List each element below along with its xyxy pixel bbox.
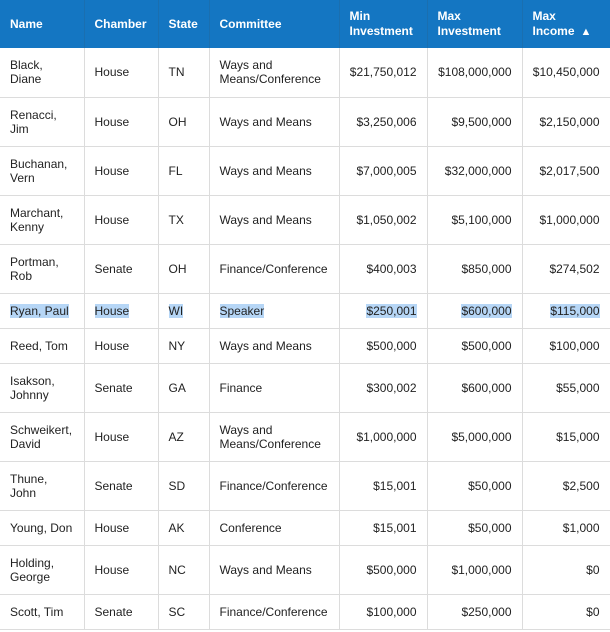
cell-max <box>427 146 522 195</box>
cell-chamber-text: House <box>94 338 130 353</box>
header-min-investment-label: Min Investment <box>349 9 413 38</box>
cell-name <box>0 97 84 146</box>
cell-state <box>158 97 209 146</box>
cell-income-text: $274,502 <box>549 261 600 276</box>
cell-committee <box>209 363 339 412</box>
cell-income <box>522 293 610 328</box>
cell-name <box>0 146 84 195</box>
table-body <box>0 48 610 629</box>
cell-min <box>339 293 427 328</box>
cell-min-text: $500,000 <box>366 338 417 353</box>
cell-committee <box>209 510 339 545</box>
cell-max-text: $32,000,000 <box>444 163 512 178</box>
cell-income <box>522 412 610 461</box>
cell-max-text: $600,000 <box>461 303 512 318</box>
cell-income <box>522 97 610 146</box>
cell-max <box>427 510 522 545</box>
cell-name <box>0 48 84 97</box>
cell-min-text: $500,000 <box>366 562 417 577</box>
header-min-investment[interactable] <box>339 0 427 48</box>
cell-income-text: $0 <box>586 604 600 619</box>
cell-max <box>427 412 522 461</box>
cell-income-text: $115,000 <box>550 303 600 318</box>
cell-chamber <box>84 146 158 195</box>
cell-min <box>339 48 427 97</box>
cell-name-text: Portman, Rob <box>10 254 59 283</box>
sort-ascending-icon: ▲ <box>580 25 592 38</box>
cell-max-text: $108,000,000 <box>438 65 512 80</box>
cell-chamber-text: House <box>94 562 130 577</box>
cell-income-text: $2,500 <box>562 478 600 493</box>
cell-min <box>339 146 427 195</box>
cell-state-text: OH <box>168 261 187 276</box>
cell-name <box>0 545 84 594</box>
cell-chamber <box>84 97 158 146</box>
table-row[interactable] <box>0 195 610 244</box>
cell-committee-text: Ways and Means <box>219 338 312 353</box>
cell-chamber-text: House <box>94 303 130 318</box>
cell-state <box>158 363 209 412</box>
cell-name <box>0 510 84 545</box>
cell-income <box>522 244 610 293</box>
cell-min <box>339 594 427 629</box>
cell-name-text: Marchant, Kenny <box>10 205 64 234</box>
cell-committee-text: Ways and Means/Conference <box>219 58 321 87</box>
cell-max-text: $250,000 <box>461 604 512 619</box>
cell-income <box>522 195 610 244</box>
header-chamber[interactable] <box>84 0 158 48</box>
table-row[interactable] <box>0 545 610 594</box>
header-chamber-label: Chamber <box>94 16 147 31</box>
cell-chamber <box>84 594 158 629</box>
cell-min-text: $400,003 <box>366 261 417 276</box>
table-row[interactable] <box>0 293 610 328</box>
header-state-label: State <box>168 16 198 31</box>
cell-chamber <box>84 510 158 545</box>
cell-state-text: OH <box>168 114 187 129</box>
header-max-income[interactable] <box>522 0 610 48</box>
cell-max-text: $500,000 <box>461 338 512 353</box>
cell-name-text: Black, Diane <box>10 58 43 87</box>
cell-min <box>339 328 427 363</box>
table-row[interactable] <box>0 510 610 545</box>
cell-max <box>427 363 522 412</box>
cell-min-text: $3,250,006 <box>356 114 417 129</box>
cell-max-text: $600,000 <box>461 380 512 395</box>
cell-state-text: SD <box>168 478 186 493</box>
cell-committee <box>209 412 339 461</box>
cell-chamber <box>84 412 158 461</box>
cell-name <box>0 594 84 629</box>
cell-committee <box>209 48 339 97</box>
cell-chamber-text: House <box>94 65 130 80</box>
cell-committee-text: Ways and Means <box>219 114 312 129</box>
cell-chamber-text: House <box>94 163 130 178</box>
cell-chamber <box>84 244 158 293</box>
cell-min-text: $300,002 <box>366 380 417 395</box>
cell-state <box>158 510 209 545</box>
table-row[interactable] <box>0 244 610 293</box>
cell-state-text: AK <box>168 520 185 535</box>
cell-state <box>158 293 209 328</box>
cell-state-text: TN <box>168 65 185 80</box>
cell-state-text: WI <box>168 303 184 318</box>
cell-state <box>158 195 209 244</box>
cell-chamber <box>84 545 158 594</box>
cell-committee-text: Speaker <box>219 303 265 318</box>
cell-state-text: AZ <box>168 429 184 444</box>
cell-min <box>339 461 427 510</box>
cell-name <box>0 195 84 244</box>
header-name-label: Name <box>10 16 43 31</box>
cell-committee-text: Ways and Means/Conference <box>219 422 321 451</box>
cell-max <box>427 97 522 146</box>
table-row[interactable] <box>0 48 610 97</box>
cell-max <box>427 244 522 293</box>
cell-name-text: Buchanan, Vern <box>10 156 68 185</box>
header-committee[interactable] <box>209 0 339 48</box>
cell-income-text: $55,000 <box>556 380 600 395</box>
header-state[interactable] <box>158 0 209 48</box>
cell-min <box>339 363 427 412</box>
cell-state-text: FL <box>168 163 183 178</box>
cell-committee <box>209 545 339 594</box>
cell-min-text: $7,000,005 <box>356 163 417 178</box>
cell-committee <box>209 293 339 328</box>
cell-chamber <box>84 293 158 328</box>
cell-income <box>522 363 610 412</box>
cell-state <box>158 244 209 293</box>
cell-min <box>339 195 427 244</box>
header-max-income-label: Max Income <box>532 8 575 38</box>
cell-chamber <box>84 461 158 510</box>
cell-state-text: NC <box>168 562 186 577</box>
cell-min-text: $1,050,002 <box>356 212 417 227</box>
cell-max-text: $850,000 <box>461 261 512 276</box>
cell-name <box>0 244 84 293</box>
cell-committee-text: Finance/Conference <box>219 261 328 276</box>
cell-income-text: $0 <box>586 562 600 577</box>
cell-committee-text: Ways and Means <box>219 212 312 227</box>
cell-name-text: Ryan, Paul <box>10 303 69 318</box>
cell-committee <box>209 195 339 244</box>
cell-name <box>0 461 84 510</box>
cell-committee <box>209 146 339 195</box>
cell-income <box>522 48 610 97</box>
cell-committee-text: Ways and Means <box>219 562 312 577</box>
cell-income-text: $10,450,000 <box>532 65 600 80</box>
table-header <box>0 0 610 48</box>
cell-name-text: Renacci, Jim <box>10 107 57 136</box>
cell-name <box>0 293 84 328</box>
cell-max-text: $5,000,000 <box>451 429 512 444</box>
cell-max <box>427 328 522 363</box>
table-row[interactable] <box>0 594 610 629</box>
cell-name-text: Holding, George <box>10 555 55 584</box>
cell-state <box>158 48 209 97</box>
cell-chamber-text: Senate <box>94 478 133 493</box>
header-committee-label: Committee <box>219 16 282 31</box>
cell-chamber-text: House <box>94 520 130 535</box>
cell-name-text: Scott, Tim <box>10 604 64 619</box>
cell-min <box>339 510 427 545</box>
cell-min-text: $15,001 <box>373 478 417 493</box>
cell-min <box>339 545 427 594</box>
cell-state <box>158 146 209 195</box>
cell-max <box>427 461 522 510</box>
cell-max-text: $1,000,000 <box>451 562 512 577</box>
cell-income <box>522 146 610 195</box>
cell-max <box>427 545 522 594</box>
cell-income-text: $100,000 <box>549 338 600 353</box>
cell-committee-text: Finance/Conference <box>219 478 328 493</box>
header-max-investment[interactable] <box>427 0 522 48</box>
cell-name-text: Young, Don <box>10 520 73 535</box>
cell-committee <box>209 594 339 629</box>
cell-name <box>0 363 84 412</box>
cell-name-text: Thune, John <box>10 471 48 500</box>
cell-min <box>339 97 427 146</box>
cell-income-text: $1,000 <box>562 520 600 535</box>
cell-committee <box>209 244 339 293</box>
cell-committee-text: Conference <box>219 520 282 535</box>
cell-min <box>339 244 427 293</box>
cell-min-text: $250,001 <box>366 303 417 318</box>
cell-state-text: GA <box>168 380 186 395</box>
table-row[interactable] <box>0 97 610 146</box>
cell-min-text: $15,001 <box>373 520 417 535</box>
cell-committee <box>209 328 339 363</box>
cell-chamber-text: House <box>94 429 130 444</box>
cell-chamber <box>84 48 158 97</box>
cell-min-text: $1,000,000 <box>356 429 417 444</box>
cell-name <box>0 328 84 363</box>
table-row[interactable] <box>0 328 610 363</box>
cell-max <box>427 594 522 629</box>
cell-income <box>522 545 610 594</box>
cell-income-text: $15,000 <box>556 429 600 444</box>
cell-income <box>522 461 610 510</box>
cell-chamber <box>84 328 158 363</box>
cell-committee <box>209 461 339 510</box>
cell-income-text: $2,017,500 <box>539 163 600 178</box>
cell-max <box>427 195 522 244</box>
cell-min-text: $21,750,012 <box>349 65 417 80</box>
cell-name <box>0 412 84 461</box>
table-row[interactable] <box>0 146 610 195</box>
cell-state-text: NY <box>168 338 186 353</box>
table-row[interactable] <box>0 412 610 461</box>
cell-max <box>427 293 522 328</box>
cell-income <box>522 594 610 629</box>
cell-committee-text: Ways and Means <box>219 163 312 178</box>
cell-max-text: $50,000 <box>468 520 512 535</box>
table-row[interactable] <box>0 461 610 510</box>
cell-income-text: $2,150,000 <box>539 114 600 129</box>
cell-min-text: $100,000 <box>366 604 417 619</box>
cell-chamber-text: Senate <box>94 604 133 619</box>
cell-income <box>522 328 610 363</box>
cell-name-text: Isakson, Johnny <box>10 373 55 402</box>
cell-max-text: $9,500,000 <box>451 114 512 129</box>
table-row[interactable] <box>0 363 610 412</box>
cell-chamber-text: House <box>94 114 130 129</box>
cell-name-text: Schweikert, David <box>10 422 73 451</box>
cell-chamber-text: Senate <box>94 261 133 276</box>
cell-state <box>158 545 209 594</box>
cell-chamber-text: House <box>94 212 130 227</box>
cell-chamber <box>84 363 158 412</box>
cell-state-text: TX <box>168 212 184 227</box>
cell-name-text: Reed, Tom <box>10 338 68 353</box>
header-name[interactable] <box>0 0 84 48</box>
cell-min <box>339 412 427 461</box>
cell-max-text: $5,100,000 <box>451 212 512 227</box>
cell-state <box>158 328 209 363</box>
cell-state-text: SC <box>168 604 186 619</box>
cell-chamber-text: Senate <box>94 380 133 395</box>
cell-committee <box>209 97 339 146</box>
cell-committee-text: Finance <box>219 380 263 395</box>
cell-chamber <box>84 195 158 244</box>
cell-state <box>158 461 209 510</box>
cell-state <box>158 412 209 461</box>
cell-max-text: $50,000 <box>468 478 512 493</box>
cell-state <box>158 594 209 629</box>
header-max-investment-label: Max Investment <box>437 9 501 38</box>
cell-max <box>427 48 522 97</box>
cell-income-text: $1,000,000 <box>539 212 600 227</box>
cell-income <box>522 510 610 545</box>
cell-committee-text: Finance/Conference <box>219 604 328 619</box>
